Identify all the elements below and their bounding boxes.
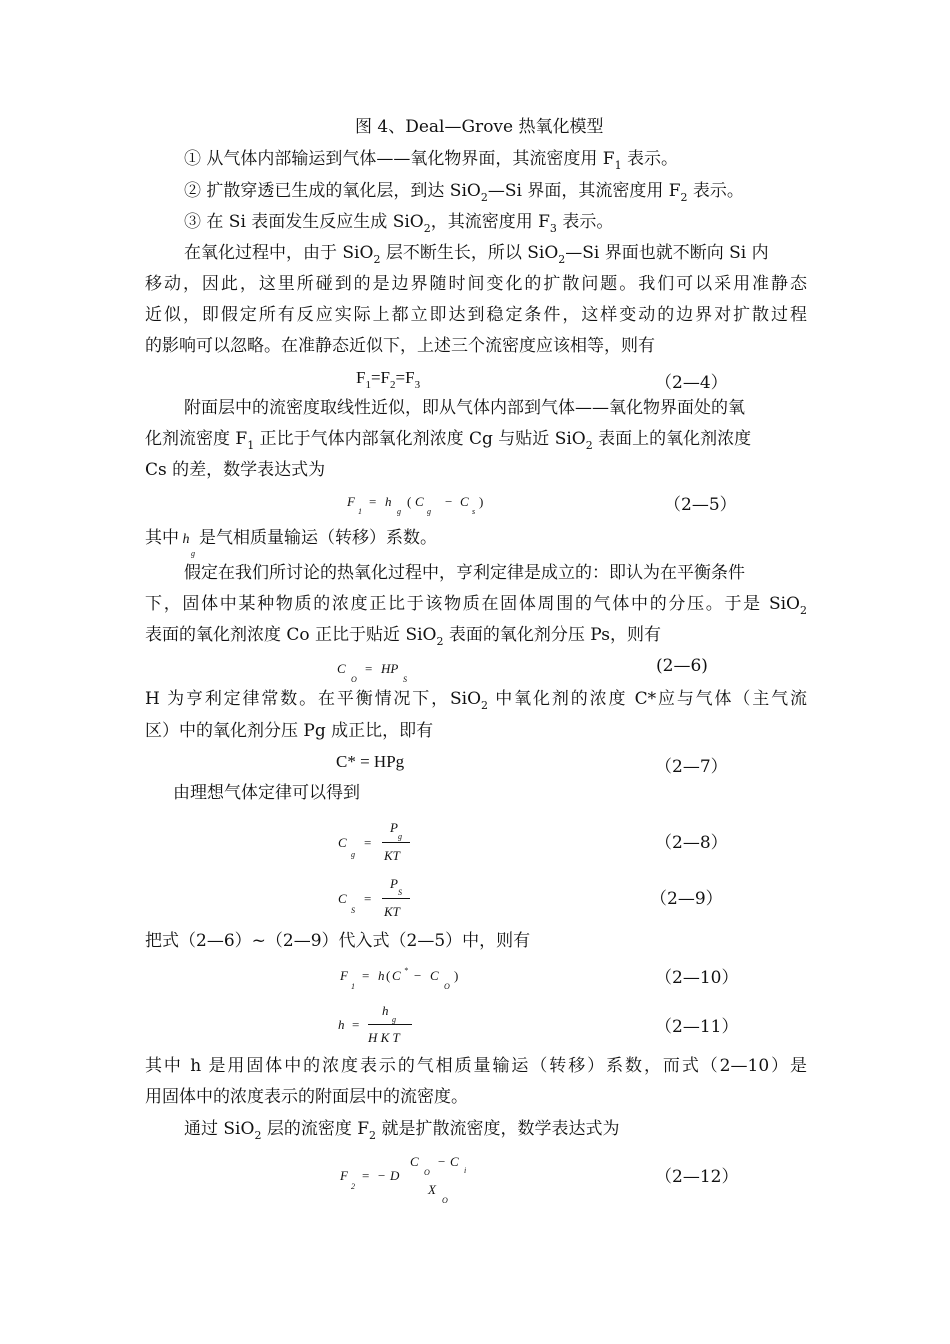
para1-line3: 近似，即假定所有反应实际上都立即达到稳定条件，这样变动的边界对扩散过程 xyxy=(145,305,807,325)
equation-2-9: C S = P S KT xyxy=(338,876,418,922)
para2-line2: 化剂流密度 $F_1$ 正比于气体内部氧化剂浓度 Cg 与贴近 SiO$_2$ 表面上的氧化剂浓度 xyxy=(145,429,752,452)
equation-2-12: F 2 = − D C O − C i X O xyxy=(340,1154,467,1205)
equation-2-7: C* = HPg xyxy=(336,752,405,771)
equation-number-2-12: （2—12） xyxy=(655,1167,739,1187)
equation-number-2-6: (2—6) xyxy=(656,656,708,676)
step-3: ③ 在 Si 表面发生反应生成 SiO$_2$，其流密度用 $F_3$ 表示。 xyxy=(184,212,614,235)
para5-line2: 用固体中的浓度表示的附面层中的流密度。 xyxy=(145,1087,468,1107)
para4-line2: 区）中的氧化剂分压 Pg 成正比，即有 xyxy=(145,721,434,741)
para6-line: 通过 SiO$_2$ 层的流密度 $F_2$ 就是扩散流密度，数学表达式为 xyxy=(184,1119,620,1142)
equation-2-4: $F_1=F_2=F_3$ xyxy=(356,368,421,391)
para4-line1: H 为亨利定律常数。在平衡情况下，SiO$_2$ 中氧化剂的浓度 C*应与气体（主气流 xyxy=(145,689,807,712)
equation-2-11: h = h g H K T xyxy=(338,1003,428,1049)
equation-number-2-8: （2—8） xyxy=(655,833,728,853)
equation-2-6: C O = HP S xyxy=(337,661,407,684)
equation-number-2-9: （2—9） xyxy=(650,889,723,909)
hg-definition: 其中 h g 是气相质量输运（转移）系数。 xyxy=(145,528,437,558)
equation-2-10: F 1 = h ( C * − C O ) xyxy=(340,966,459,991)
para3-line3: 表面的氧化剂浓度 Co 正比于贴近 SiO$_2$ 表面的氧化剂分压 Ps，则有 xyxy=(145,625,661,648)
hg-symbol: h g xyxy=(179,532,195,558)
para3-line2: 下，固体中某种物质的浓度正比于该物质在固体周围的气体中的分压。于是 SiO$_2$ xyxy=(145,594,807,617)
para1-line1: 在氧化过程中，由于 SiO$_2$ 层不断生长，所以 SiO$_2$—Si 界面也就不断向 Si 内 xyxy=(184,243,769,266)
para5-line1: 其中 h 是用固体中的浓度表示的气相质量输运（转移）系数，而式（2—10）是 xyxy=(145,1056,807,1076)
para2-line1: 附面层中的流密度取线性近似，即从气体内部到气体——氧化物界面处的氧 xyxy=(184,398,745,418)
equation-number-2-10: （2—10） xyxy=(655,968,739,988)
para3-line1: 假定在我们所讨论的热氧化过程中，亨利定律是成立的：即认为在平衡条件 xyxy=(184,563,745,583)
equation-2-8: C g = P g KT xyxy=(338,820,418,866)
para2-line3: Cs 的差，数学表达式为 xyxy=(145,460,326,480)
step-1: ① 从气体内部输运到气体——氧化物界面，其流密度用 $F_1$ 表示。 xyxy=(184,149,679,172)
equation-2-5: F 1 = h g ( C g − C s ) xyxy=(347,494,484,516)
equation-number-2-11: （2—11） xyxy=(655,1017,739,1037)
ideal-gas-line: 由理想气体定律可以得到 xyxy=(173,783,360,803)
figure-caption: 图 4、Deal—Grove 热氧化模型 xyxy=(355,117,604,137)
equation-number-2-7: （2—7） xyxy=(655,757,728,777)
equation-number-2-4: （2—4） xyxy=(655,373,728,393)
step-2: ② 扩散穿透已生成的氧化层，到达 SiO$_2$—Si 界面，其流密度用 $F_2$ 表示。 xyxy=(184,181,744,204)
substitution-line: 把式（2—6）~（2—9）代入式（2—5）中，则有 xyxy=(145,931,531,951)
para1-line2: 移动，因此，这里所碰到的是边界随时间变化的扩散问题。我们可以采用准静态 xyxy=(145,274,807,294)
para1-line4: 的影响可以忽略。在准静态近似下，上述三个流密度应该相等，则有 xyxy=(145,336,655,356)
equation-number-2-5: （2—5） xyxy=(664,495,737,515)
